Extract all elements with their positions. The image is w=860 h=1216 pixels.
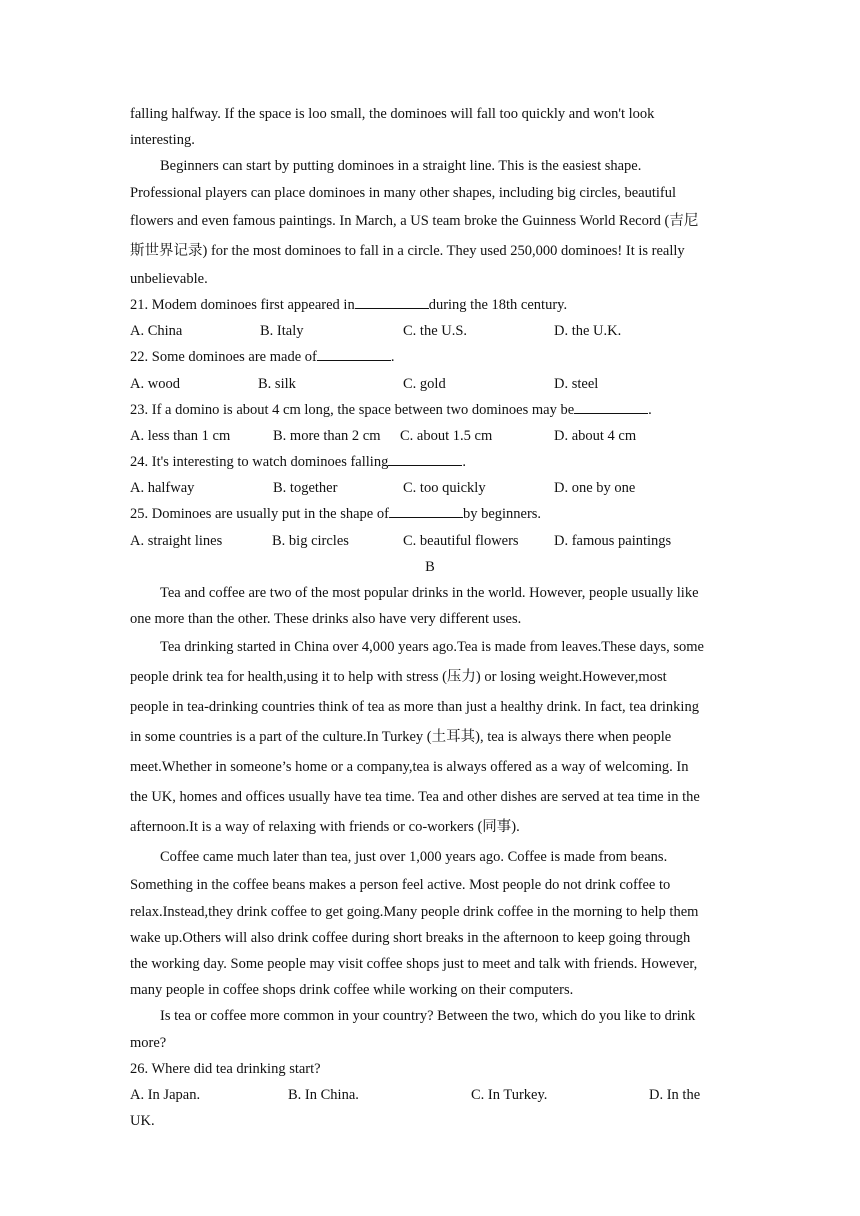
passage-line: more? xyxy=(130,1034,167,1051)
question-23-options xyxy=(130,423,730,449)
option-d-wrap: UK. xyxy=(130,1113,155,1130)
passage-line: the working day. Some people may visit coffee shops just to meet and talk with friends. However, xyxy=(130,955,698,972)
question-text: by beginners. xyxy=(462,506,542,523)
question-22-stem xyxy=(130,344,730,370)
option-d[interactable]: D. famous paintings xyxy=(554,532,672,549)
option-a[interactable]: A. straight lines xyxy=(130,532,223,549)
option-b[interactable]: B. big circles xyxy=(272,532,349,549)
section-heading: B xyxy=(425,558,435,575)
passage-line: Something in the coffee beans makes a person feel active. Most people do not drink coffee to xyxy=(130,877,671,894)
question-26-stem: 26. Where did tea drinking start? xyxy=(130,1060,321,1077)
passage-line: Is tea or coffee more common in your country? Between the two, which do you like to drink xyxy=(160,1008,696,1025)
question-text: 24. It's interesting to watch dominoes falling xyxy=(130,454,389,471)
passage-line: 斯世界记录) for the most dominoes to fall in a circle. They used 250,000 dominoes! It is really xyxy=(130,242,685,259)
question-text: during the 18th century. xyxy=(428,296,568,313)
option-b[interactable]: B. Italy xyxy=(260,323,304,340)
passage-line: people drink tea for health,using it to help with stress (压力) or losing weight.However,most xyxy=(130,669,667,686)
answer-blank xyxy=(388,450,462,466)
option-c[interactable]: C. gold xyxy=(403,375,446,392)
option-d[interactable]: D. steel xyxy=(554,375,599,392)
passage-line: people in tea-drinking countries think of tea as more than just a healthy drink. In fact, tea drinking xyxy=(130,699,699,716)
question-24-stem xyxy=(130,449,730,475)
option-c[interactable]: C. too quickly xyxy=(403,480,486,497)
option-a[interactable]: A. China xyxy=(130,323,183,340)
passage-line: the UK, homes and offices usually have tea time. Tea and other dishes are served at tea time in the xyxy=(130,789,700,806)
passage-line: interesting. xyxy=(130,132,195,149)
passage-line: in some countries is a part of the culture.In Turkey (土耳其), tea is always there when people xyxy=(130,729,672,746)
answer-blank xyxy=(389,502,463,518)
document-content xyxy=(130,101,730,1134)
question-21-options xyxy=(130,318,730,344)
passage-line: Coffee came much later than tea, just over 1,000 years ago. Coffee is made from beans. xyxy=(160,849,668,866)
question-text: . xyxy=(390,349,395,366)
passage-line: Tea and coffee are two of the most popular drinks in the world. However, people usually like xyxy=(160,585,699,601)
question-text: . xyxy=(648,401,652,418)
question-text: . xyxy=(462,454,466,471)
question-26-options xyxy=(130,1082,730,1108)
option-b[interactable]: B. more than 2 cm xyxy=(273,427,381,444)
question-text: 25. Dominoes are usually put in the shape of xyxy=(130,506,389,523)
passage-line: wake up.Others will also drink coffee during short breaks in the afternoon to keep going through xyxy=(130,929,691,946)
question-25-stem xyxy=(130,501,730,527)
option-d[interactable]: D. one by one xyxy=(554,480,636,497)
passage-line: one more than the other. These drinks also have very different uses. xyxy=(130,611,522,628)
option-a[interactable]: A. less than 1 cm xyxy=(130,427,231,444)
option-b[interactable]: B. In China. xyxy=(288,1086,359,1103)
passage-line: unbelievable. xyxy=(130,270,208,287)
option-d[interactable]: D. about 4 cm xyxy=(554,427,637,444)
question-23-stem xyxy=(130,397,730,423)
option-b[interactable]: B. together xyxy=(273,480,338,497)
option-c[interactable]: C. In Turkey. xyxy=(471,1086,548,1103)
passage-line: relax.Instead,they drink coffee to get going.Many people drink coffee in the morning to help them xyxy=(130,903,699,920)
passage-line: falling halfway. If the space is loo small, the dominoes will fall too quickly and won't look xyxy=(130,106,655,122)
option-c[interactable]: C. about 1.5 cm xyxy=(400,427,493,444)
question-24-options xyxy=(130,475,730,501)
question-text: 22. Some dominoes are made of xyxy=(130,349,317,366)
answer-blank xyxy=(317,345,391,361)
option-d[interactable]: D. the U.K. xyxy=(554,323,622,340)
passage-line: Tea drinking started in China over 4,000 years ago.Tea is made from leaves.These days, some xyxy=(160,639,704,656)
option-c[interactable]: C. the U.S. xyxy=(403,323,468,340)
passage-line: Beginners can start by putting dominoes in a straight line. This is the easiest shape. xyxy=(160,158,642,175)
option-c[interactable]: C. beautiful flowers xyxy=(403,532,519,549)
passage-line: Professional players can place dominoes in many other shapes, including big circles, beautiful xyxy=(130,184,677,201)
passage-line: many people in coffee shops drink coffee while working on their computers. xyxy=(130,982,574,999)
answer-blank xyxy=(355,293,429,309)
option-a[interactable]: A. In Japan. xyxy=(130,1086,201,1103)
question-21-stem xyxy=(130,292,730,318)
passage-line: afternoon.It is a way of relaxing with friends or co-workers (同事). xyxy=(130,819,520,836)
passage-line: meet.Whether in someone’s home or a company,tea is always offered as a way of welcoming. In xyxy=(130,759,689,776)
question-text: 23. If a domino is about 4 cm long, the space between two dominoes may be xyxy=(130,401,575,418)
question-22-options xyxy=(130,371,730,397)
option-d[interactable]: D. In the xyxy=(649,1086,701,1103)
option-b[interactable]: B. silk xyxy=(258,375,296,392)
option-a[interactable]: A. halfway xyxy=(130,480,195,497)
option-a[interactable]: A. wood xyxy=(130,375,180,392)
question-text: 21. Modem dominoes first appeared in xyxy=(130,296,355,313)
passage-line: flowers and even famous paintings. In March, a US team broke the Guinness World Record (吉尼 xyxy=(130,212,699,229)
answer-blank xyxy=(574,398,648,414)
question-25-options xyxy=(130,528,730,554)
